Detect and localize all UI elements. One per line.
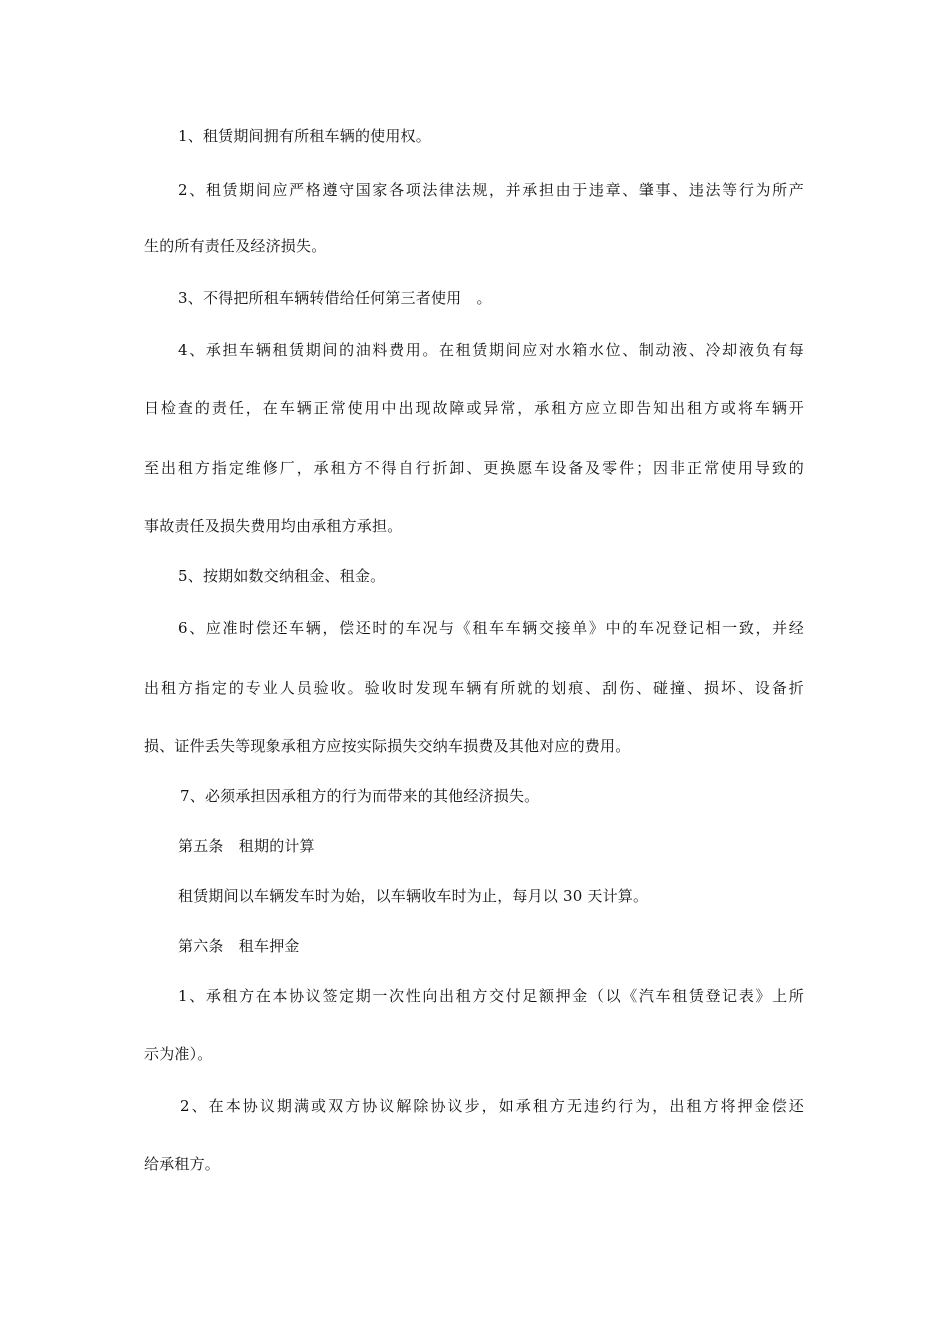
clause-4-item-6-line-1: 6、应准时偿还车辆，偿还时的车况与《租车车辆交接单》中的车况登记相一致，并经: [178, 619, 804, 637]
clause-4-item-4-line-4: 事故责任及损失费用均由承租方承担。: [144, 517, 403, 535]
clause-6-item-1-line-2: 示为准）。: [144, 1045, 213, 1063]
clause-5-body: 租赁期间以车辆发车时为始，以车辆收车时为止，每月以 30 天计算。: [178, 887, 649, 905]
clause-4-item-7: 7、必须承担因承租方的行为而带来的其他经济损失。: [180, 787, 540, 805]
clause-4-item-4-line-1: 4、承担车辆租赁期间的油料费用。在租赁期间应对水箱水位、制动液、冷却液负有每: [178, 341, 804, 359]
clause-6-item-2-line-1: 2、在本协议期满或双方协议解除协议步，如承租方无违约行为，出租方将押金偿还: [180, 1097, 804, 1115]
clause-4-item-2-line-2: 生的所有责任及经济损失。: [144, 237, 327, 255]
clause-4-item-6-line-3: 损、证件丢失等现象承租方应按实际损失交纳车损费及其他对应的费用。: [144, 737, 631, 755]
clause-4-item-5: 5、按期如数交纳租金、租金。: [178, 567, 386, 585]
clause-4-item-1: 1、租赁期间拥有所租车辆的使用权。: [178, 127, 431, 145]
clause-4-item-4-line-2: 日检查的责任，在车辆正常使用中出现故障或异常，承租方应立即告知出租方或将车辆开: [144, 399, 804, 417]
clause-5-heading: 第五条 租期的计算: [178, 837, 315, 855]
clause-4-item-2-line-1: 2、租赁期间应严格遵守国家各项法律法规，并承担由于违章、肇事、违法等行为所产: [178, 181, 804, 199]
clause-4-item-4-line-3: 至出租方指定维修厂，承租方不得自行折卸、更换愿车设备及零件；因非正常使用导致的: [144, 459, 804, 477]
clause-4-item-6-line-2: 出租方指定的专业人员验收。验收时发现车辆有所就的划痕、刮伤、碰撞、损坏、设备折: [144, 679, 804, 697]
clause-6-heading: 第六条 租车押金: [178, 937, 300, 955]
clause-6-item-1-line-1: 1、承租方在本协议签定期一次性向出租方交付足额押金（以《汽车租赁登记表》上所: [178, 987, 804, 1005]
clause-4-item-3: 3、不得把所租车辆转借给任何第三者使用 。: [178, 289, 492, 307]
clause-6-item-2-line-2: 给承租方。: [144, 1155, 221, 1173]
